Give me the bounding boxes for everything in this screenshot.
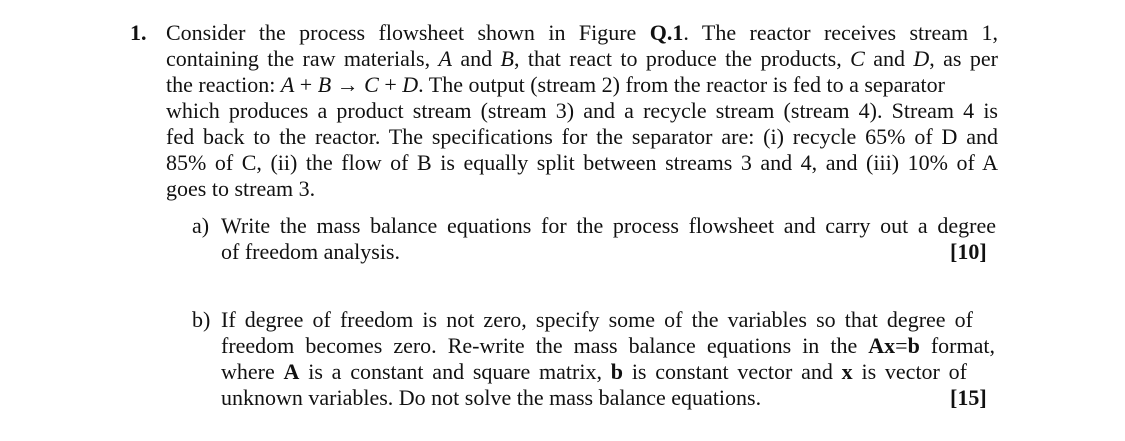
intro-text: and (864, 46, 914, 71)
intro-text: which produces a product stream (stream 3) and a recycle stream (stream 4). Stream 4 is (166, 98, 998, 123)
part-b-text: where (221, 359, 284, 384)
intro-text: fed back to the reactor. The specifications for the separator are: (i) recycle 65% of D and (166, 124, 998, 149)
part-a-line-1: Write the mass balance equations for the process flowsheet and carry out a degree (221, 213, 996, 238)
intro-line-6 (166, 150, 998, 176)
intro-line-3-reaction (166, 72, 998, 98)
part-b-marks: [15] (950, 385, 987, 410)
part-b-text: unknown variables. Do not solve the mass balance equations. (221, 385, 762, 410)
part-b-line-3 (221, 359, 967, 385)
matrix-ax: Ax (868, 333, 896, 358)
intro-line-1 (166, 20, 998, 46)
reaction-species-b: B (317, 72, 332, 97)
part-b-line-1 (221, 307, 973, 333)
part-b-text: is constant vector and (623, 359, 842, 384)
intro-text: containing the raw materials, (166, 46, 439, 71)
intro-line-5 (166, 124, 998, 150)
reaction-species-a: A (280, 72, 295, 97)
part-a-label: a) (192, 213, 210, 238)
equals-sign: = (895, 333, 908, 358)
intro-text: . The reactor receives stream 1, (683, 20, 998, 45)
vector-b: b (610, 359, 624, 384)
part-b-line-2 (221, 333, 995, 359)
part-b-text: If degree of freedom is not zero, specify some of the variables so that degree of (221, 307, 973, 332)
part-b-line-4 (221, 385, 761, 411)
intro-text: and (451, 46, 501, 71)
part-b-text: format, (919, 333, 995, 358)
reaction-plus: + (378, 72, 403, 97)
part-b-text: is vector of (852, 359, 967, 384)
intro-line-4 (166, 98, 998, 124)
part-a-line-2: of freedom analysis. (221, 239, 400, 264)
question-number: 1. (130, 20, 147, 45)
intro-line-7 (166, 176, 315, 202)
intro-text: , that react to produce the products, (513, 46, 851, 71)
part-a-marks: [10] (950, 239, 987, 264)
intro-text: the reaction: (166, 72, 281, 97)
reaction-arrow: → (331, 72, 365, 97)
part-b-text: freedom becomes zero. Re-write the mass balance equations in the (221, 333, 869, 358)
reaction-plus: + (294, 72, 318, 97)
intro-text: goes to stream 3. (166, 176, 316, 201)
part-b-label: b) (192, 307, 211, 332)
var-c: C (850, 46, 865, 71)
intro-text: 85% of C, (ii) the flow of B is equally split between streams 3 and 4, and (iii) 10% of A (166, 150, 998, 175)
var-d: D (913, 46, 930, 71)
reaction-species-d: D (402, 72, 419, 97)
var-b: B (500, 46, 514, 71)
intro-line-2 (166, 46, 998, 72)
figure-reference: Q.1 (649, 20, 684, 45)
part-b-text: is a constant and square matrix, (299, 359, 611, 384)
intro-text: . The output (stream 2) from the reactor is fed to a separator (418, 72, 945, 97)
intro-text: , as per (929, 46, 998, 71)
var-a: A (438, 46, 452, 71)
reaction-species-c: C (364, 72, 379, 97)
intro-text: Consider the process flowsheet shown in Figure (166, 20, 650, 45)
vector-x: x (841, 359, 853, 384)
matrix-a: A (283, 359, 300, 384)
vector-b: b (907, 333, 920, 358)
